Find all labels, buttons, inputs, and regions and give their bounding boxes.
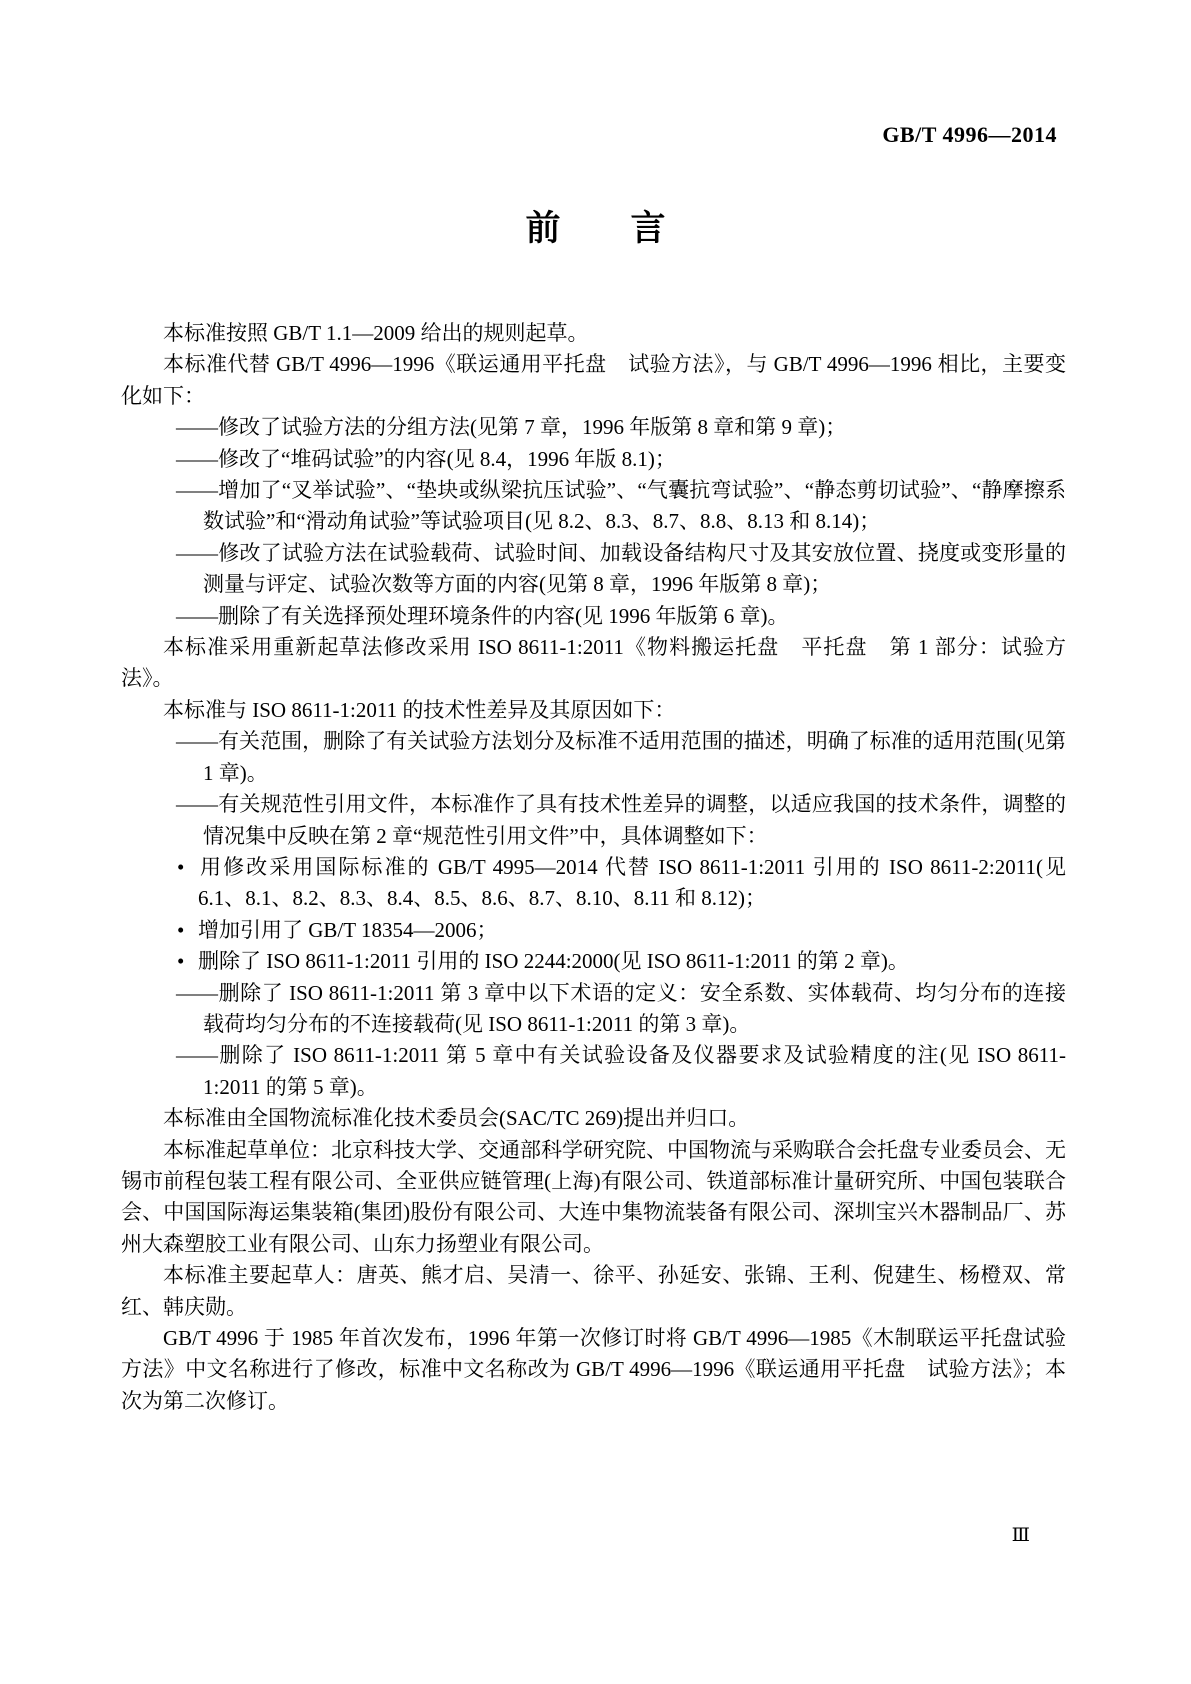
dash-marker: —— [176, 729, 218, 754]
standard-number: GB/T 4996—2014 [882, 122, 1057, 147]
difference-item-text: 有关范围，删除了有关试验方法划分及标准不适用范围的描述，明确了标准的适用范围(见第 1 章)。 [203, 729, 1066, 785]
change-list-item [121, 412, 1066, 443]
difference-list-item [121, 1040, 1066, 1103]
bullet-marker: • [177, 854, 185, 879]
change-item-text: 删除了有关选择预处理环境条件的内容(见 1996 年版第 6 章)。 [218, 603, 789, 628]
difference-item-text: 有关规范性引用文件，本标准作了具有技术性差异的调整，以适应我国的技术条件，调整的情况集中反映在第 2 章“规范性引用文件”中，具体调整如下： [203, 792, 1066, 848]
difference-item-text: 删除了 ISO 8611-1:2011 第 5 章中有关试验设备及仪器要求及试验精度的注(见 ISO 8611-1:2011 的第 5 章)。 [203, 1043, 1066, 1099]
adjustment-bullet-item [121, 852, 1066, 915]
dash-marker: —— [176, 446, 218, 471]
dash-marker: —— [176, 603, 218, 628]
difference-list-item [121, 978, 1066, 1041]
dash-marker: —— [176, 792, 218, 817]
foreword-paragraph: 本标准由全国物流标准化技术委员会(SAC/TC 269)提出并归口。 [163, 1106, 750, 1131]
change-item-text: 修改了试验方法在试验载荷、试验时间、加载设备结构尺寸及其安放位置、挠度或变形量的测量与评定、试验次数等方面的内容(见第 8 章，1996 年版第 8 章)； [203, 540, 1066, 597]
dash-marker: —— [176, 1043, 218, 1068]
change-item-text: 增加了“叉举试验”、“垫块或纵梁抗压试验”、“气囊抗弯试验”、“静态剪切试验”、“静摩擦系数试验”和“滑动角试验”等试验项目(见 8.2、8.3、8.7、8.8、8.13 和 8.14)； [203, 478, 1066, 534]
change-item-text: 修改了“堆码试验”的内容(见 8.4，1996 年版 8.1)； [218, 446, 676, 471]
difference-list-item [121, 726, 1066, 789]
drafting-organizations-paragraph: 本标准起草单位：北京科技大学、交通部科学研究院、中国物流与采购联合会托盘专业委员会、无锡市前程包装工程有限公司、全亚供应链管理(上海)有限公司、铁道部标准计量研究所、中国包装联合会、中国国际海运集装箱(集团)股份有限公司、大连中集物流装备有限公司、深圳宝兴木器制品厂、苏州大森塑胶工业有限公司、山东力扬塑业有限公司。 [121, 1137, 1066, 1256]
adjustment-item-text: 增加引用了 GB/T 18354—2006； [198, 917, 498, 942]
dash-marker: —— [176, 415, 218, 440]
foreword-title: 前 言 [525, 209, 666, 248]
change-list-item [121, 475, 1066, 538]
page-number: Ⅲ [1011, 1525, 1030, 1546]
bullet-marker: • [177, 917, 185, 942]
dash-marker: —— [176, 478, 218, 503]
change-list-item [121, 444, 1066, 475]
dash-marker: —— [176, 540, 218, 565]
foreword-paragraph: 本标准与 ISO 8611-1:2011 的技术性差异及其原因如下： [163, 697, 676, 722]
adjustment-item-text: 用修改采用国际标准的 GB/T 4995—2014 代替 ISO 8611-1:2011 引用的 ISO 8611-2:2011(见 6.1、8.1、8.2、8.3、8.4、8.5、8.6、8.7、8.10、8.11 和 8.12)； [198, 854, 1066, 911]
difference-item-text: 删除了 ISO 8611-1:2011 第 3 章中以下术语的定义：安全系数、实体载荷、均匀分布的连接载荷均匀分布的不连接载荷(见 ISO 8611-1:2011 的第 3 章)。 [203, 980, 1066, 1036]
adjustment-bullet-item [121, 915, 1066, 946]
foreword-paragraph: 本标准按照 GB/T 1.1—2009 给出的规则起草。 [163, 321, 589, 345]
adjustment-bullet-item [121, 946, 1066, 977]
drafters-paragraph: 本标准主要起草人：唐英、熊才启、吴清一、徐平、孙延安、张锦、王利、倪建生、杨橙双、常红、韩庆勋。 [121, 1263, 1066, 1319]
difference-list-item [121, 789, 1066, 852]
dash-marker: —— [176, 980, 218, 1005]
change-list-item [121, 601, 1066, 632]
change-item-text: 修改了试验方法的分组方法(见第 7 章，1996 年版第 8 章和第 9 章)； [218, 415, 847, 440]
change-list-item [121, 538, 1066, 601]
foreword-paragraph: 本标准代替 GB/T 4996—1996《联运通用平托盘 试验方法》，与 GB/T 4996—1996 相比，主要变化如下： [121, 352, 1066, 408]
foreword-paragraph: 本标准采用重新起草法修改采用 ISO 8611-1:2011《物料搬运托盘 平托盘 第 1 部分：试验方法》。 [121, 635, 1066, 691]
revision-history-paragraph: GB/T 4996 于 1985 年首次发布，1996 年第一次修订时将 GB/T 4996—1985《木制联运平托盘试验方法》中文名称进行了修改，标准中文名称改为 GB/T 4996—1996《联运通用平托盘 试验方法》；本次为第二次修订。 [121, 1326, 1066, 1413]
foreword-body [121, 318, 1066, 1417]
adjustment-item-text: 删除了 ISO 8611-1:2011 引用的 ISO 2244:2000(见 ISO 8611-1:2011 的第 2 章)。 [198, 949, 909, 974]
bullet-marker: • [177, 949, 185, 974]
